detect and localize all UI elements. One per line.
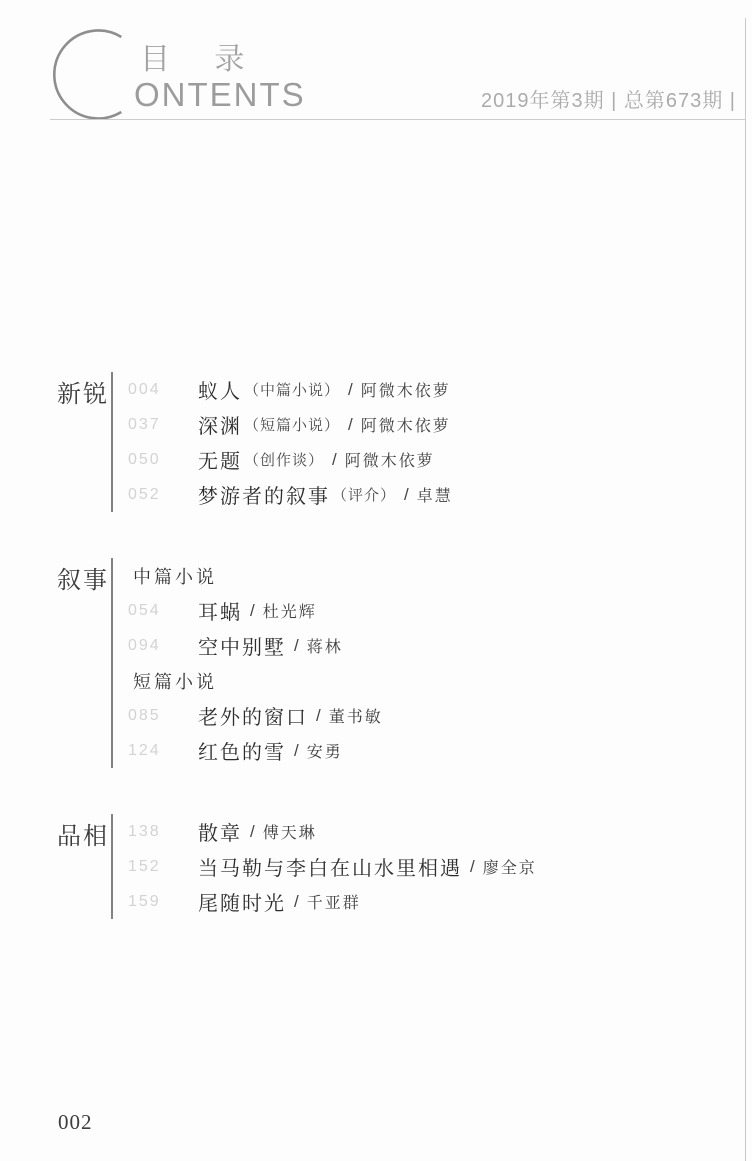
- entry-separator: /: [348, 414, 353, 434]
- entry-title: 空中别墅: [198, 637, 286, 659]
- issue-info: 2019年第3期 | 总第673期 |: [480, 90, 736, 112]
- section-label: 叙事: [57, 567, 109, 594]
- entry-author: 阿微木依萝: [360, 416, 451, 435]
- contents-title-chinese: 目 录: [140, 43, 263, 76]
- entry-page-number: 052: [128, 485, 161, 503]
- toc-section: [0, 372, 752, 512]
- folio-page-number: 002: [58, 1110, 93, 1134]
- entry-title: 梦游者的叙事: [198, 486, 330, 508]
- toc-entry: [128, 849, 537, 884]
- entry-author: 安勇: [306, 742, 343, 761]
- entry-separator: /: [332, 449, 337, 469]
- entry-note: （创作谈）: [244, 451, 325, 469]
- section-divider-bar: [111, 558, 113, 768]
- section-divider-bar: [111, 372, 113, 512]
- toc-entry: [128, 407, 453, 442]
- entry-author: 杜光辉: [262, 602, 317, 621]
- entry-note: （中篇小说）: [244, 381, 341, 399]
- section-items: [128, 814, 537, 919]
- entry-page-number: 054: [128, 601, 161, 619]
- entry-title: 尾随时光: [198, 893, 286, 915]
- entry-author: 蒋林: [306, 637, 343, 656]
- toc-entry: [128, 477, 453, 512]
- entry-note: （评介）: [332, 486, 397, 504]
- header-divider-line: [50, 119, 746, 120]
- entry-separator: /: [316, 705, 321, 725]
- entry-separator: /: [470, 856, 475, 876]
- entry-page-number: 050: [128, 450, 161, 468]
- toc: [0, 372, 752, 965]
- section-items: [128, 558, 383, 768]
- toc-entry: [128, 814, 537, 849]
- subsection-heading: 中篇小说: [133, 566, 217, 588]
- contents-title-english: ONTENTS: [134, 76, 306, 113]
- entry-page-number: 037: [128, 415, 161, 433]
- toc-entry: [128, 628, 383, 663]
- toc-entry: [128, 442, 453, 477]
- entry-page-number: 094: [128, 636, 161, 654]
- letter-c-glyph: [52, 28, 144, 129]
- entry-title: 红色的雪: [198, 742, 286, 764]
- entry-separator: /: [404, 484, 409, 504]
- entry-author: 千亚群: [306, 893, 361, 912]
- entry-separator: /: [348, 379, 353, 399]
- toc-entry: [128, 372, 453, 407]
- entry-title: 无题: [198, 451, 242, 473]
- entry-title: 耳蜗: [198, 602, 242, 624]
- subsection-heading: 短篇小说: [133, 671, 217, 693]
- entry-page-number: 159: [128, 892, 161, 910]
- entry-separator: /: [294, 635, 299, 655]
- entry-title: 当马勒与李白在山水里相遇: [198, 858, 462, 880]
- entry-page-number: 124: [128, 741, 161, 759]
- section-items: [128, 372, 453, 512]
- toc-section: [0, 814, 752, 919]
- entry-page-number: 004: [128, 380, 161, 398]
- entry-separator: /: [294, 891, 299, 911]
- entry-author: 卓慧: [416, 486, 453, 505]
- entry-page-number: 138: [128, 822, 161, 840]
- toc-entry: [128, 698, 383, 733]
- entry-separator: /: [250, 821, 255, 841]
- entry-page-number: 152: [128, 857, 161, 875]
- entry-author: 廖全京: [482, 858, 537, 877]
- toc-section: [0, 558, 752, 768]
- entry-separator: /: [294, 740, 299, 760]
- entry-note: （短篇小说）: [244, 416, 341, 434]
- logo-letter: [144, 28, 145, 29]
- entry-title: 深渊: [198, 416, 242, 438]
- entry-author: 阿微木依萝: [344, 451, 435, 470]
- section-divider-bar: [111, 814, 113, 919]
- section-label: 品相: [57, 823, 109, 850]
- entry-author: 傅天琳: [262, 823, 317, 842]
- entry-title: 散章: [198, 823, 242, 845]
- entry-separator: /: [250, 600, 255, 620]
- toc-entry: [128, 733, 383, 768]
- entry-title: 蚁人: [198, 381, 242, 403]
- entry-author: 董书敏: [328, 707, 383, 726]
- toc-entry: [128, 593, 383, 628]
- section-label: 新锐: [57, 381, 109, 408]
- entry-author: 阿微木依萝: [360, 381, 451, 400]
- toc-entry: [128, 884, 537, 919]
- entry-title: 老外的窗口: [198, 707, 308, 729]
- entry-page-number: 085: [128, 706, 161, 724]
